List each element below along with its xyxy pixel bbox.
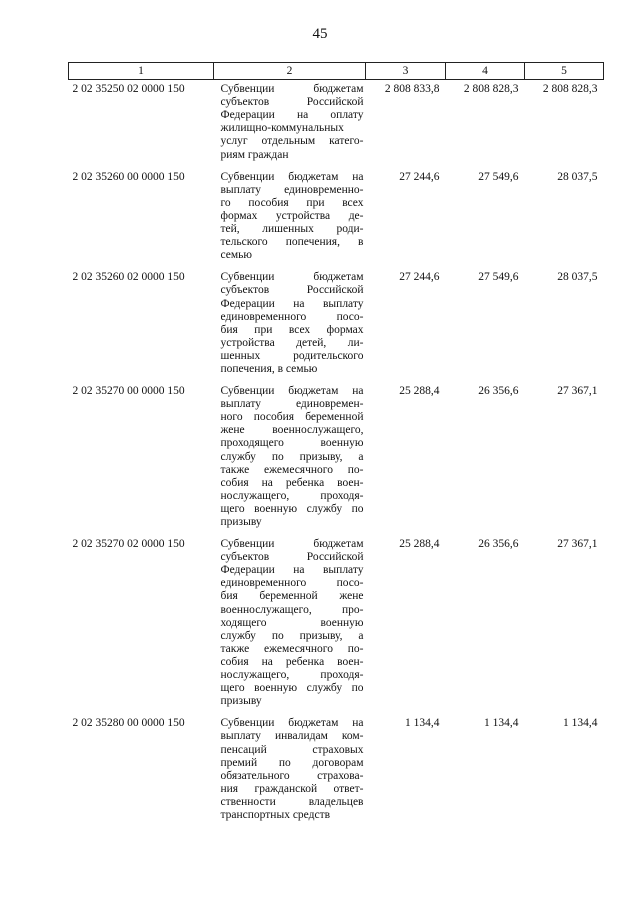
description-line: выплату единовремен-: [220, 398, 364, 411]
amount-col-3: 27 244,6: [399, 170, 440, 183]
budget-description: [214, 268, 366, 382]
amount-col-3: 25 288,4: [399, 538, 440, 551]
description-line: Субвенции бюджетам на: [220, 385, 364, 398]
table-row: [69, 168, 604, 269]
description-line: призыву: [220, 695, 262, 708]
description-line: субъектов Российской: [220, 284, 364, 297]
description-line: ходящего военную: [220, 616, 364, 629]
table-row: [69, 80, 604, 168]
description-line: семью: [220, 249, 252, 262]
amount-col-3: 27 244,6: [399, 271, 440, 284]
amount-col-5: 28 037,5: [557, 271, 598, 284]
table-header: [69, 63, 604, 80]
description-line: тей, лишенных роди-: [220, 223, 364, 236]
amount-col-4: 2 808 828,3: [463, 83, 519, 96]
table-row: [69, 382, 604, 535]
description-line: субъектов Российской: [220, 551, 364, 564]
budget-code: 2 02 35260 00 0000 150: [72, 170, 185, 183]
amount-col-3: 2 808 833,8: [384, 83, 440, 96]
budget-description: [214, 535, 366, 714]
amount-col-5: 27 367,1: [557, 385, 598, 398]
description-line: щего военную службу по: [220, 502, 364, 515]
description-line: транспортных средств: [220, 808, 331, 821]
description-line: выплату единовременно-: [220, 183, 364, 196]
header-col-2: 2: [214, 63, 366, 80]
header-col-3: 3: [366, 63, 446, 80]
amount-col-3: 1 134,4: [405, 717, 440, 730]
description-line: собия на ребенка воен-: [220, 655, 364, 668]
amount-col-5: 27 367,1: [557, 538, 598, 551]
table-row: [69, 535, 604, 714]
description-line: Субвенции бюджетам: [220, 271, 364, 284]
description-line: услуг отдельным катего-: [220, 135, 364, 148]
table-row: [69, 714, 604, 828]
amount-col-5: 2 808 828,3: [542, 83, 598, 96]
description-line: шенных родительского: [220, 349, 364, 362]
amount-col-4: 26 356,6: [478, 538, 519, 551]
budget-code: 2 02 35280 00 0000 150: [72, 717, 185, 730]
description-line: формах устройства де-: [220, 209, 364, 222]
description-line: нослужащего, проходя-: [220, 669, 364, 682]
amount-col-4: 27 549,6: [478, 271, 519, 284]
description-line: ния гражданской ответ-: [220, 782, 364, 795]
description-line: устройства детей, ли-: [220, 336, 364, 349]
description-line: также ежемесячного по-: [220, 463, 364, 476]
amount-col-3: 25 288,4: [399, 385, 440, 398]
description-line: также ежемесячного по-: [220, 642, 364, 655]
description-line: жене военнослужащего,: [220, 424, 364, 437]
description-line: премий по договорам: [220, 756, 364, 769]
table-row: [69, 268, 604, 382]
table-body: [69, 80, 604, 828]
budget-code: 2 02 35250 02 0000 150: [72, 83, 185, 96]
budget-table: [68, 62, 604, 828]
amount-col-4: 1 134,4: [484, 717, 519, 730]
budget-description: [214, 382, 366, 535]
description-line: щего военную службу по: [220, 682, 364, 695]
description-line: Субвенции бюджетам на: [220, 717, 364, 730]
description-line: ственности владельцев: [220, 795, 364, 808]
header-col-1: 1: [69, 63, 214, 80]
description-line: Субвенции бюджетам: [220, 83, 364, 96]
description-line: Субвенции бюджетам: [220, 538, 364, 551]
description-line: единовременного посо-: [220, 310, 364, 323]
description-line: ного пособия беременной: [220, 411, 364, 424]
budget-code: 2 02 35270 00 0000 150: [72, 385, 185, 398]
budget-code: 2 02 35260 02 0000 150: [72, 271, 185, 284]
description-line: бия беременной жене: [220, 590, 364, 603]
budget-description: [214, 714, 366, 828]
description-line: обязательного страхова-: [220, 769, 364, 782]
description-line: собия на ребенка воен-: [220, 476, 364, 489]
description-line: службу по призыву, а: [220, 450, 364, 463]
description-line: Федерации на выплату: [220, 297, 364, 310]
description-line: военнослужащего, про-: [220, 603, 364, 616]
description-line: пенсаций страховых: [220, 743, 364, 756]
description-line: попечения, в семью: [220, 362, 318, 375]
description-line: Субвенции бюджетам на: [220, 170, 364, 183]
description-line: службу по призыву, а: [220, 629, 364, 642]
description-line: риям граждан: [220, 148, 289, 161]
amount-col-4: 27 549,6: [478, 170, 519, 183]
description-line: тельского попечения, в: [220, 236, 364, 249]
header-col-4: 4: [446, 63, 525, 80]
header-row: [69, 63, 604, 80]
description-line: выплату инвалидам ком-: [220, 730, 364, 743]
amount-col-5: 1 134,4: [563, 717, 598, 730]
description-line: Федерации на выплату: [220, 564, 364, 577]
description-line: бия при всех формах: [220, 323, 364, 336]
page-number: 45: [312, 26, 328, 42]
description-line: проходящего военную: [220, 437, 364, 450]
description-line: единовременного посо-: [220, 577, 364, 590]
budget-code: 2 02 35270 02 0000 150: [72, 538, 185, 551]
amount-col-4: 26 356,6: [478, 385, 519, 398]
description-line: нослужащего, проходя-: [220, 489, 364, 502]
description-line: жилищно-коммунальных: [220, 122, 344, 135]
description-line: призыву: [220, 516, 262, 528]
budget-description: [214, 80, 366, 168]
budget-description: [214, 168, 366, 269]
amount-col-5: 28 037,5: [557, 170, 598, 183]
description-line: Федерации на оплату: [220, 109, 364, 122]
description-line: субъектов Российской: [220, 96, 364, 109]
description-line: го пособия при всех: [220, 196, 364, 209]
header-col-5: 5: [525, 63, 604, 80]
